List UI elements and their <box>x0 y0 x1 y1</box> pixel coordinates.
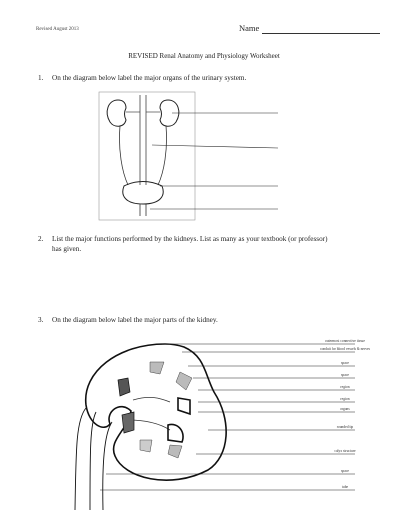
diagram-frame <box>99 92 195 220</box>
kidney-label: region <box>340 397 350 401</box>
renal-pyramid <box>122 412 134 433</box>
right-kidney-drawing <box>160 100 179 126</box>
kidney-label: space <box>341 469 349 473</box>
urethra <box>140 204 146 216</box>
renal-pyramid <box>118 378 130 396</box>
kidney-label: conduit for blood vessels & nerves <box>319 347 370 351</box>
kidney-label: region <box>340 385 350 389</box>
kidney-label: rounded tip <box>336 425 354 429</box>
question-3 <box>38 316 368 326</box>
renal-pyramid <box>168 445 182 458</box>
question-number: 2. <box>38 235 44 243</box>
label-line-2 <box>152 145 278 148</box>
renal-pyramid <box>140 440 152 452</box>
ureter-line <box>103 422 112 510</box>
renal-pyramid <box>176 372 192 390</box>
kidney-label: tube <box>341 485 349 489</box>
question-text: On the diagram below label the major organs of the urinary system. <box>52 74 247 82</box>
renal-pyramid <box>178 398 190 414</box>
bladder-drawing <box>123 182 163 205</box>
kidney-label: space <box>341 361 349 365</box>
kidney-label: calyx structure <box>334 449 356 453</box>
name-field-line[interactable] <box>262 33 380 34</box>
question-text: On the diagram below label the major parts of the kidney. <box>52 316 218 324</box>
left-kidney-drawing <box>107 100 126 126</box>
right-ureter <box>158 126 167 185</box>
kidney-label: outermost connective tissue <box>325 339 365 343</box>
question-number: 3. <box>38 316 44 324</box>
kidney-label: space <box>341 373 349 377</box>
question-1 <box>38 74 368 84</box>
question-text: List the major functions performed by the kidneys. List as many as your textbook (or professor) <box>52 235 328 243</box>
worksheet-title: REVISED Renal Anatomy and Physiology Worksheet <box>128 52 280 60</box>
revision-date: Revised August 2013 <box>36 27 79 32</box>
kidney-label: organs <box>340 407 350 411</box>
question-number: 1. <box>38 74 44 82</box>
renal-pyramid <box>150 362 164 374</box>
renal-vessel-inner <box>90 412 96 510</box>
left-ureter <box>119 126 128 185</box>
question-text-continuation: has given. <box>52 244 82 253</box>
renal-pyramid <box>168 424 183 442</box>
kidney-outline <box>86 344 226 480</box>
question-2 <box>38 235 378 254</box>
renal-vessel-outer <box>75 408 86 510</box>
name-label: Name <box>239 23 260 33</box>
